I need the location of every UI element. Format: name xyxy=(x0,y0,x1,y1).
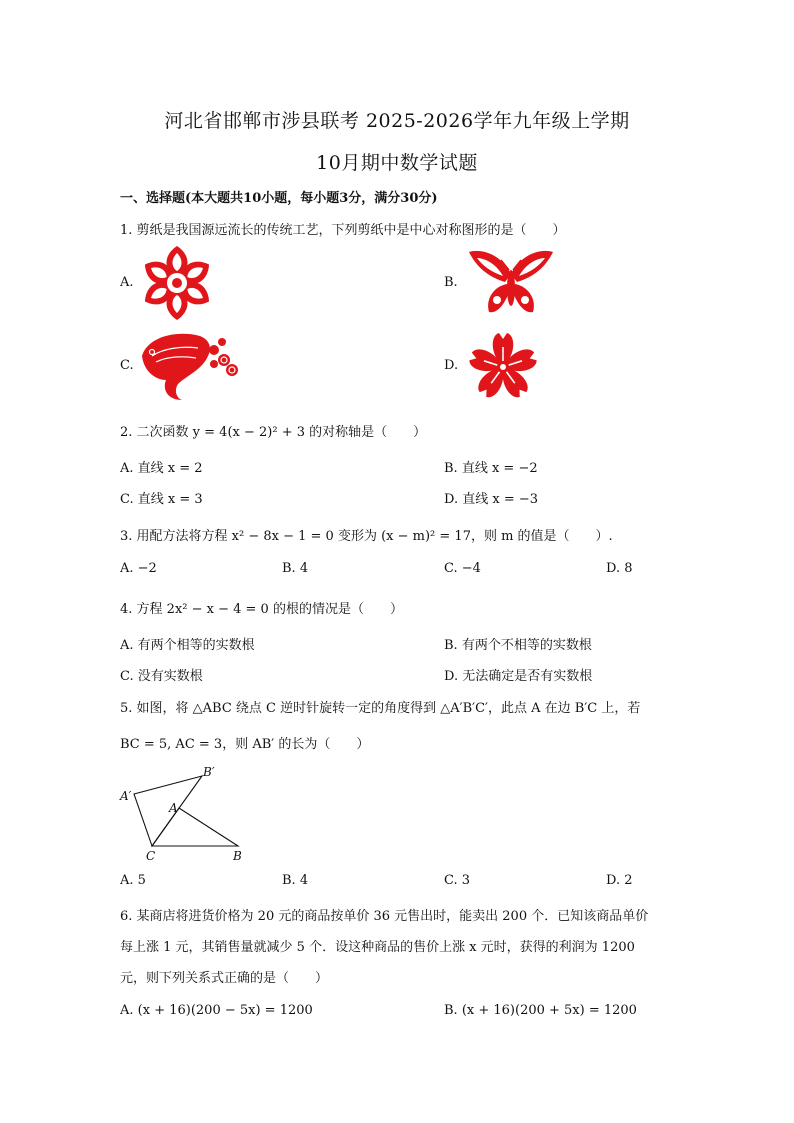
q3-option-d: D. 8 xyxy=(606,561,633,576)
label-b: B xyxy=(233,849,242,863)
q1-option-b-label: B. xyxy=(444,275,458,290)
q4-option-c: C. 没有实数根 xyxy=(120,669,203,684)
q6-stem-line2: 每上涨 1 元，其销售量就减少 5 个．设这种商品的售价上涨 x 元时，获得的利润为 1200 xyxy=(120,940,635,955)
butterfly-papercut-icon xyxy=(467,248,555,324)
q4-option-d: D. 无法确定是否有实数根 xyxy=(444,669,593,684)
q6-option-b: B. (x + 16)(200 + 5x) = 1200 xyxy=(444,1003,637,1018)
q3-option-c: C. −4 xyxy=(444,561,481,576)
q4-option-b: B. 有两个不相等的实数根 xyxy=(444,638,592,653)
q3-stem: 3. 用配方法将方程 x² − 8x − 1 = 0 变形为 (x − m)² = 17，则 m 的值是（ ）. xyxy=(120,529,613,544)
section-heading: 一、选择题(本大题共10小题，每小题3分，满分30分) xyxy=(120,191,438,206)
title-line-1: 河北省邯郸市涉县联考 2025-2026学年九年级上学期 xyxy=(164,110,630,132)
q4-stem: 4. 方程 2x² − x − 4 = 0 的根的情况是（ ） xyxy=(120,602,403,617)
label-b-prime: B′ xyxy=(203,765,215,779)
koi-fish-papercut-icon xyxy=(138,326,242,406)
q1-option-c-label: C. xyxy=(120,358,134,373)
q5-stem-line2: BC = 5, AC = 3，则 AB′ 的长为（ ） xyxy=(120,737,370,752)
q5-option-a: A. 5 xyxy=(120,873,146,888)
q5-option-d: D. 2 xyxy=(606,873,633,888)
q6-stem-line1: 6. 某商店将进货价格为 20 元的商品按单价 36 元售出时，能卖出 200 个．已知该商品单价 xyxy=(120,909,649,924)
q6-option-a: A. (x + 16)(200 − 5x) = 1200 xyxy=(120,1003,313,1018)
flower-papercut-icon xyxy=(138,244,216,326)
cherry-blossom-papercut-icon xyxy=(467,331,539,405)
q2-stem: 2. 二次函数 y = 4(x − 2)² + 3 的对称轴是（ ） xyxy=(120,425,427,440)
q1-option-d-label: D. xyxy=(444,358,459,373)
label-a: A xyxy=(169,801,178,815)
q2-option-d: D. 直线 x = −3 xyxy=(444,492,539,507)
title-line-2: 10月期中数学试题 xyxy=(316,152,478,174)
q5-option-c: C. 3 xyxy=(444,873,471,888)
q2-option-b: B. 直线 x = −2 xyxy=(444,461,538,476)
q2-option-a: A. 直线 x = 2 xyxy=(120,461,203,476)
q1-stem: 1. 剪纸是我国源远流长的传统工艺，下列剪纸中是中心对称图形的是（ ） xyxy=(120,223,566,238)
q4-option-a: A. 有两个相等的实数根 xyxy=(120,638,255,653)
q3-option-b: B. 4 xyxy=(282,561,309,576)
q5-option-b: B. 4 xyxy=(282,873,309,888)
q5-rotation-diagram xyxy=(116,764,256,872)
q1-option-a-label: A. xyxy=(120,275,134,290)
q2-option-c: C. 直线 x = 3 xyxy=(120,492,203,507)
label-a-prime: A′ xyxy=(120,789,132,803)
q3-option-a: A. −2 xyxy=(120,561,157,576)
label-c: C xyxy=(146,849,156,863)
q5-stem-line1: 5. 如图，将 △ABC 绕点 C 逆时针旋转一定的角度得到 △A′B′C′，此点 A 在边 B′C 上，若 xyxy=(120,701,641,716)
q6-stem-line3: 元，则下列关系式正确的是（ ） xyxy=(120,971,329,986)
